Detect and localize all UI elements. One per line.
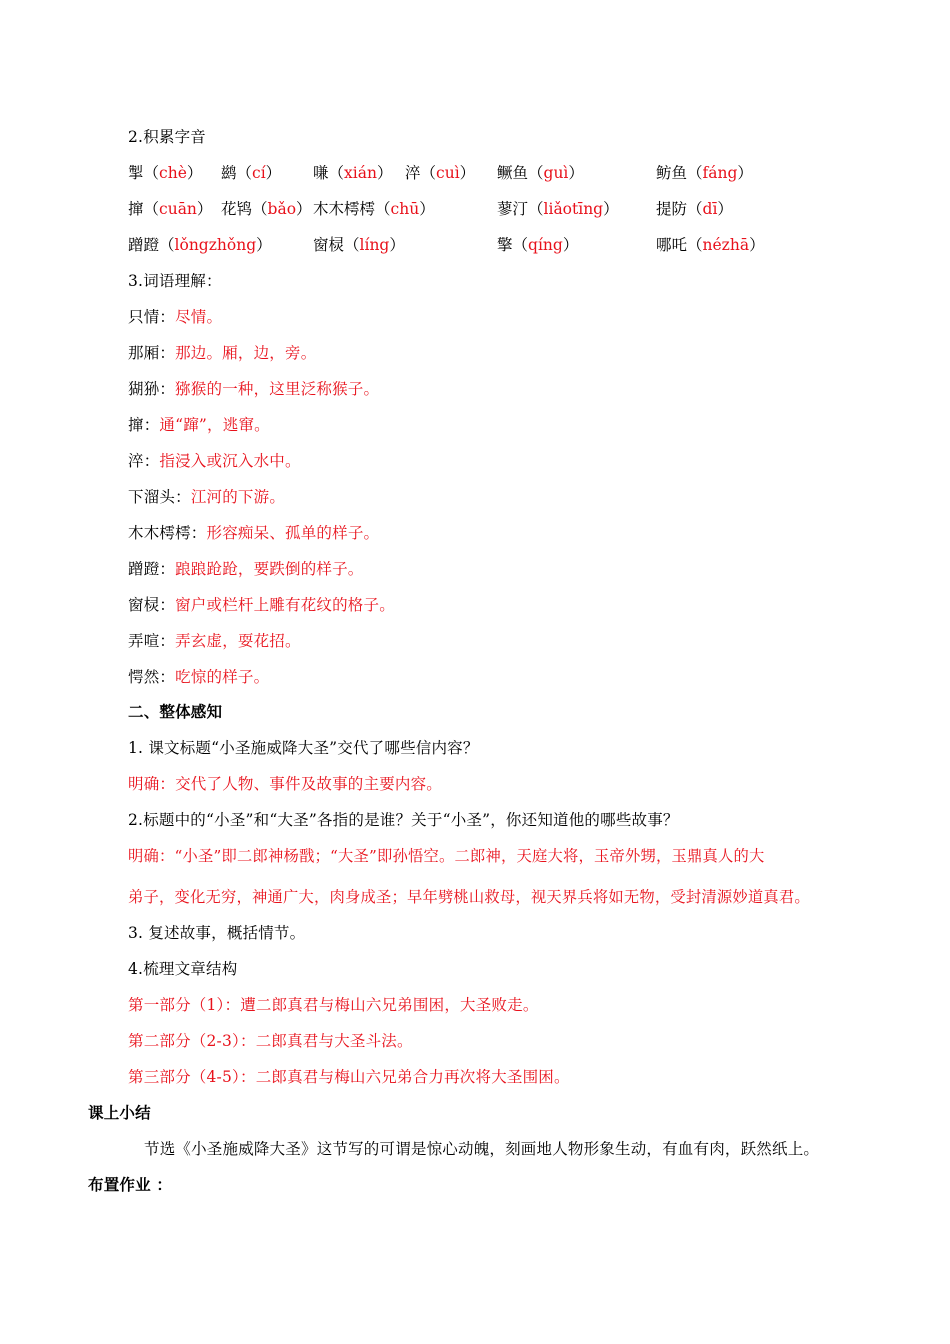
vocab-item: 撺：通“蹿”，逃窜。 (128, 416, 270, 434)
vocab-item: 只情：尽情。 (128, 308, 223, 326)
pron-item: 鲂鱼（fáng） (656, 164, 753, 182)
question-4: 4.梳理文章结构 (128, 960, 238, 978)
answer-2-line-2: 弟子，变化无穷，神通广大，肉身成圣；早年劈桃山救母，视天界兵将如无物，受封清源妙道真君。 (128, 888, 810, 906)
pron-item: 窗棂（líng） (313, 236, 405, 254)
question-2: 2.标题中的“小圣”和“大圣”各指的是谁？关于“小圣”，你还知道他的哪些故事？ (128, 811, 679, 829)
pron-item: 蓼汀（liǎotīng） (497, 200, 619, 218)
pron-item: 蹭蹬（lǒngzhǒng） (128, 236, 272, 254)
answer-2-line-1: 明确：“小圣”即二郎神杨戬；“大圣”即孙悟空。二郎神，天庭大将，玉帝外甥，玉鼎真人的大 (128, 847, 765, 865)
question-3: 3. 复述故事，概括情节。 (128, 924, 306, 942)
pron-item: 嗛（xián） (313, 164, 393, 182)
pron-item: 木木樗樗（chū） (313, 200, 435, 218)
structure-part-3: 第三部分（4-5）：二郎真君与梅山六兄弟合力再次将大圣围困。 (128, 1068, 570, 1086)
pron-item: 擎（qíng） (497, 236, 579, 254)
structure-part-1: 第一部分（1）：遭二郎真君与梅山六兄弟围困，大圣败走。 (128, 996, 539, 1014)
question-1: 1. 课文标题“小圣施威降大圣”交代了哪些信内容？ (128, 739, 479, 757)
vocab-item: 蹭蹬：踉踉跄跄，要跌倒的样子。 (128, 560, 364, 578)
vocab-item: 窗棂：窗户或栏杆上雕有花纹的格子。 (128, 596, 395, 614)
vocab-item: 下溜头：江河的下游。 (128, 488, 286, 506)
vocab-item: 愕然：吃惊的样子。 (128, 668, 270, 686)
pron-item: 哪吒（nézhā） (656, 236, 765, 254)
vocab-item: 木木樗樗：形容痴呆、孤单的样子。 (128, 524, 380, 542)
summary-text: 节选《小圣施威降大圣》这节写的可谓是惊心动魄，刻画地人物形象生动，有血有肉，跃然纸上。 (144, 1140, 820, 1158)
summary-heading: 课上小结 (88, 1104, 151, 1122)
pron-item: 撺（cuān） (128, 200, 213, 218)
pron-item: 鳜鱼（guì） (497, 164, 584, 182)
vocab-item: 那厢：那边。厢，边，旁。 (128, 344, 317, 362)
pron-item: 提防（dī） (656, 200, 733, 218)
homework-heading: 布置作业 ： (88, 1176, 173, 1194)
overall-heading: 二、整体感知 (128, 703, 223, 721)
pronunciation-heading: 2.积累字音 (128, 128, 206, 146)
vocab-item: 弄喧：弄玄虚，耍花招。 (128, 632, 301, 650)
pron-item: 掣（chè） (128, 164, 203, 182)
structure-part-2: 第二部分（2-3）：二郎真君与大圣斗法。 (128, 1032, 413, 1050)
pron-item: 淬（cuì） (405, 164, 476, 182)
answer-1: 明确：交代了人物、事件及故事的主要内容。 (128, 775, 443, 793)
vocab-item: 猢狲：猕猴的一种，这里泛称猴子。 (128, 380, 380, 398)
vocab-item: 淬：指浸入或沉入水中。 (128, 452, 301, 470)
pron-item: 花鸨（bǎo） (221, 200, 312, 218)
vocab-heading: 3.词语理解： (128, 272, 222, 290)
pron-item: 鹚（cí） (221, 164, 282, 182)
